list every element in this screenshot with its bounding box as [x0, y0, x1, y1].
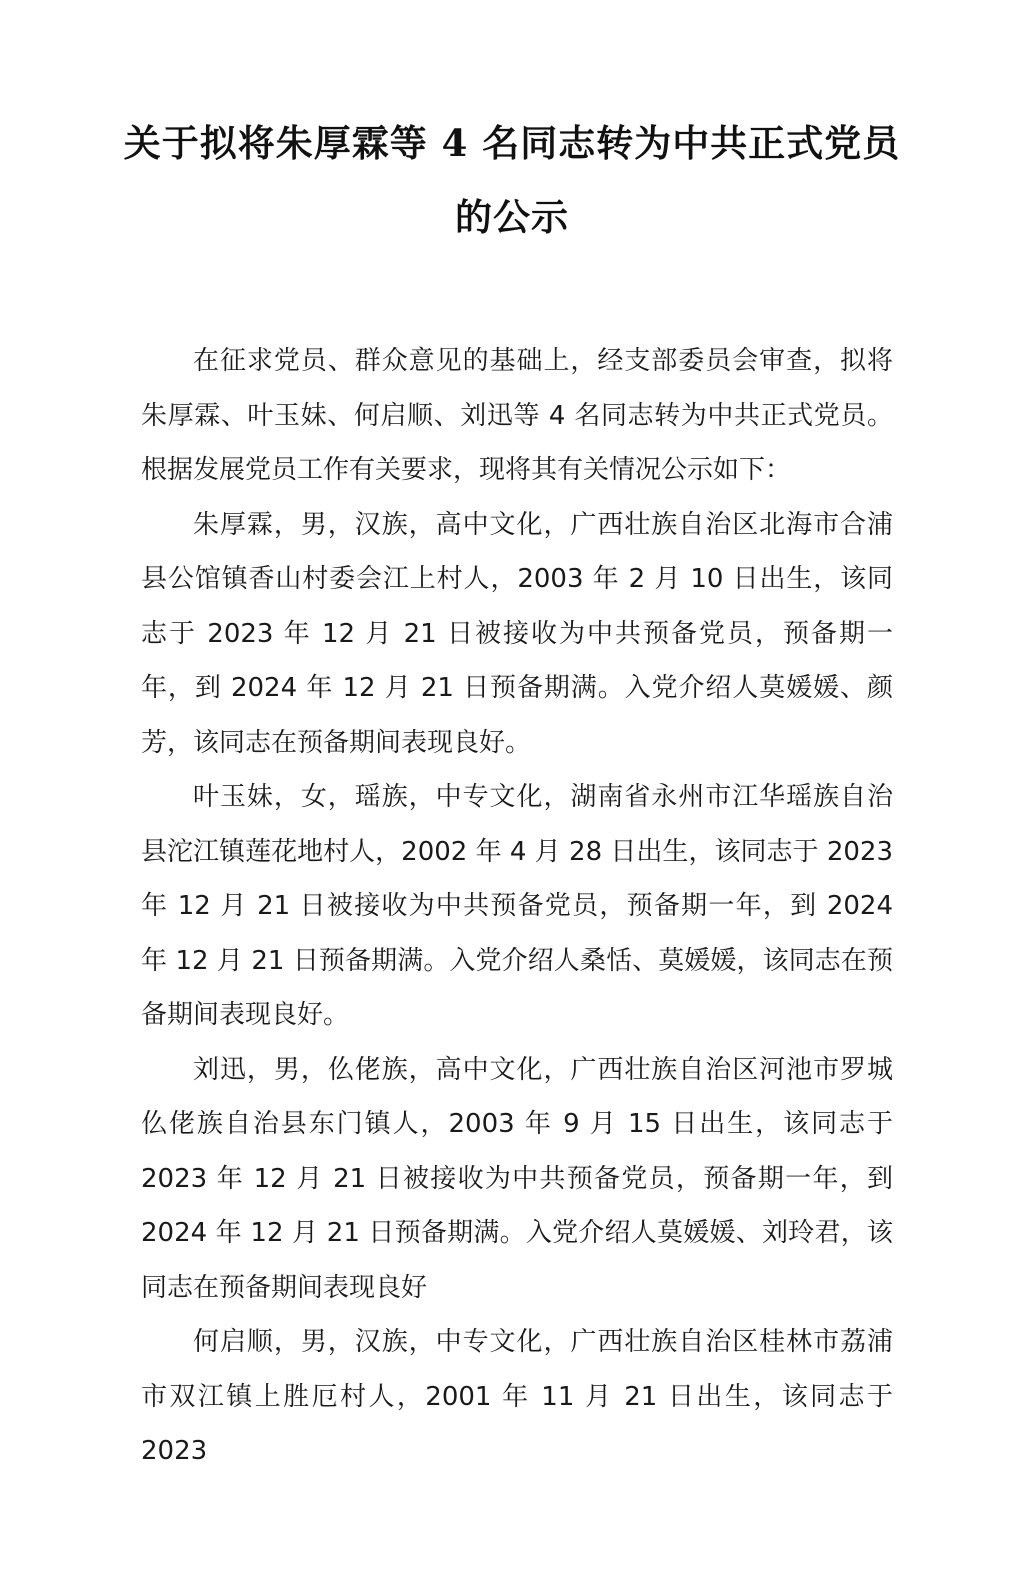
intro-paragraph: 在征求党员、群众意见的基础上，经支部委员会审查，拟将朱厚霖、叶玉妹、何启顺、刘迅等 4 名同志转为中共正式党员。根据发展党员工作有关要求，现将其有关情况公示如下： [141, 346, 893, 485]
member-paragraph-liu-xun: 刘迅，男，仫佬族，高中文化，广西壮族自治区河池市罗城仫佬族自治县东门镇人，2003 年 9 月 15 日出生，该同志于 2023 年 12 月 21 日被接收为中共预备党员，预备期一年，到 2024 年 12 月 21 日预备期满。入党介绍人莫媛媛、刘玲君，该同志在预备期间表现良好 [141, 1054, 893, 1303]
member-paragraph-zhu-houlin: 朱厚霖，男，汉族，高中文化，广西壮族自治区北海市合浦县公馆镇香山村委会江上村人，2003 年 2 月 10 日出生，该同志于 2023 年 12 月 21 日被接收为中共预备党员，预备期一年，到 2024 年 12 月 21 日预备期满。入党介绍人莫媛媛、颜芳，该同志在预备期间表现良好。 [141, 509, 893, 758]
title-line-2: 的公示 [455, 195, 569, 239]
member-paragraph-ye-yumei: 叶玉妹，女，瑶族，中专文化，湖南省永州市江华瑶族自治县沱江镇莲花地村人，2002 年 4 月 28 日出生，该同志于 2023 年 12 月 21 日被接收为中共预备党员，预备期一年，到 2024 年 12 月 21 日预备期满。入党介绍人桑恬、莫媛媛，该同志在预备期间表现良好。 [141, 782, 893, 1030]
member-paragraph-he-qishun: 何启顺，男，汉族，中专文化，广西壮族自治区桂林市荔浦市双江镇上胜厄村人，2001 年 11 月 21 日出生，该同志于 2023 [141, 1327, 893, 1466]
title-line-1: 关于拟将朱厚霖等 4 名同志转为中共正式党员 [123, 121, 901, 165]
document-title [100, 106, 924, 254]
document-body [141, 334, 893, 1479]
